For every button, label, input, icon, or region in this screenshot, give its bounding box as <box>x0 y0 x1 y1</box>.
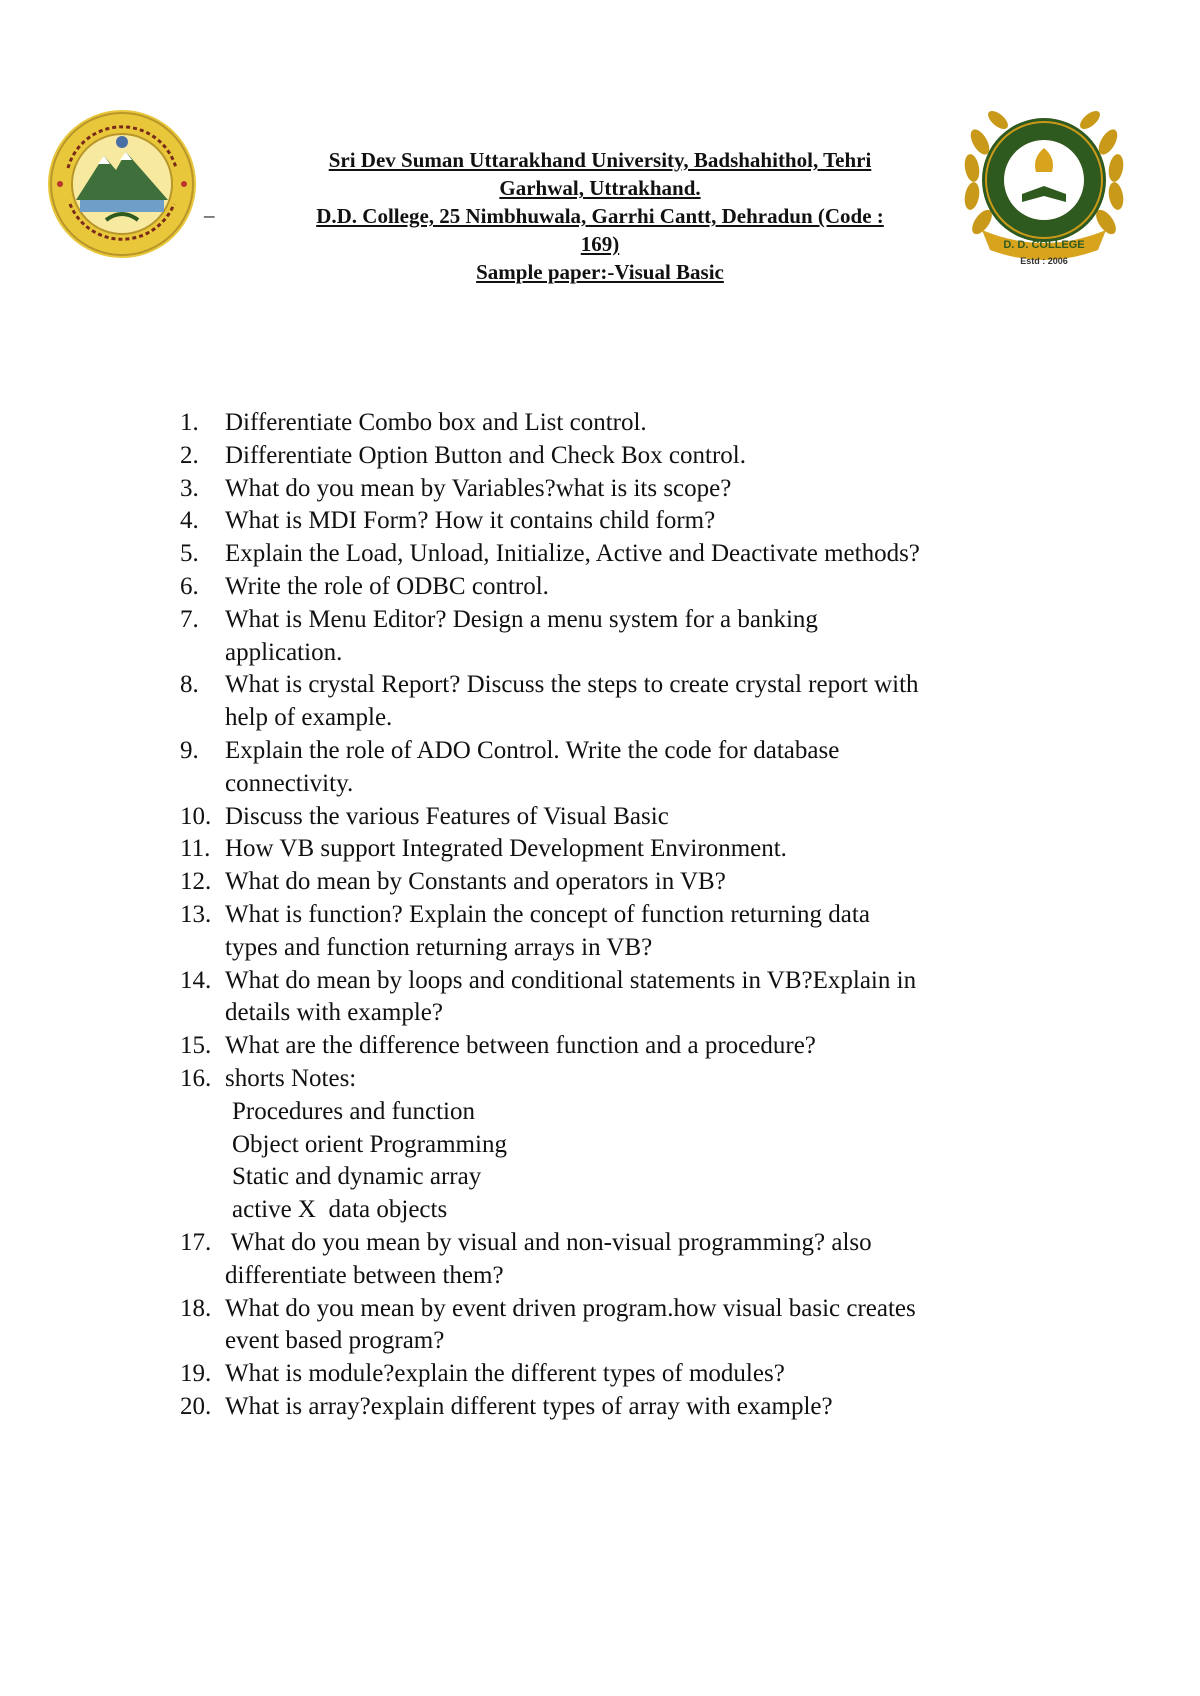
document-header <box>255 146 945 286</box>
question-number: 15. <box>180 1032 212 1060</box>
paper-title: Sample paper:-Visual Basic <box>476 260 724 284</box>
question-item <box>180 965 1060 1031</box>
question-item <box>180 473 1060 506</box>
question-list <box>180 407 1060 1424</box>
question-number: 7. <box>180 605 199 633</box>
question-number: 9. <box>180 736 199 764</box>
question-number: 17. <box>180 1228 212 1256</box>
question-text: What is module?explain the different types of modules? <box>225 1360 785 1388</box>
question-item <box>180 1391 1060 1424</box>
question-item <box>180 735 1060 801</box>
question-item <box>180 571 1060 604</box>
question-text: What is function? Explain the concept of function returning data <box>225 900 870 928</box>
question-text: Explain the role of ADO Control. Write the code for database <box>225 736 840 764</box>
question-number: 12. <box>180 868 212 896</box>
question-text: What do you mean by Variables?what is its scope? <box>225 474 732 502</box>
question-number: 3. <box>180 474 199 502</box>
question-text: What do you mean by event driven program.how visual basic creates <box>225 1294 916 1322</box>
short-note-topic: active X data objects <box>232 1196 448 1224</box>
question-item <box>180 899 1060 965</box>
question-item <box>180 669 1060 735</box>
question-text: details with example? <box>225 999 443 1027</box>
question-number: 10. <box>180 802 212 830</box>
question-text: shorts Notes: <box>225 1064 357 1092</box>
question-number: 5. <box>180 540 199 568</box>
question-number: 11. <box>180 835 211 863</box>
short-note-topic: Static and dynamic array <box>232 1163 482 1191</box>
question-number: 16. <box>180 1064 212 1092</box>
question-item <box>180 1063 1060 1227</box>
question-number: 14. <box>180 966 212 994</box>
question-item <box>180 440 1060 473</box>
crest-estd-text: Estd : 2006 <box>1020 256 1068 266</box>
question-text: What is Menu Editor? Design a menu system for a banking <box>225 605 818 633</box>
question-text: How VB support Integrated Development Environment. <box>225 835 787 863</box>
question-number: 6. <box>180 572 199 600</box>
question-item <box>180 801 1060 834</box>
question-text: What do mean by Constants and operators in VB? <box>225 868 726 896</box>
question-text: What is array?explain different types of array with example? <box>225 1392 833 1420</box>
question-text: Explain the Load, Unload, Initialize, Active and Deactivate methods? <box>225 540 920 568</box>
question-item <box>180 833 1060 866</box>
question-number: 4. <box>180 507 199 535</box>
question-text: differentiate between them? <box>225 1261 504 1289</box>
question-item <box>180 604 1060 670</box>
question-number: 1. <box>180 409 199 436</box>
short-note-topic: Object orient Programming <box>232 1130 507 1158</box>
question-text: What do you mean by visual and non-visual programming? also <box>225 1228 872 1256</box>
short-note-topic: Procedures and function <box>232 1097 475 1125</box>
question-text: What is crystal Report? Discuss the steps to create crystal report with <box>225 671 919 699</box>
question-number: 8. <box>180 671 199 699</box>
college-address-line: D.D. College, 25 Nimbhuwala, Garrhi Cantt, Dehradun (Code : <box>316 204 884 228</box>
question-number: 2. <box>180 441 199 469</box>
question-item <box>180 1358 1060 1391</box>
question-item <box>180 407 1060 440</box>
question-text: Differentiate Combo box and List control. <box>225 409 647 436</box>
question-text: connectivity. <box>225 769 354 797</box>
question-text: Discuss the various Features of Visual Basic <box>225 802 669 830</box>
question-item <box>180 1227 1060 1293</box>
question-item <box>180 1293 1060 1359</box>
question-item <box>180 538 1060 571</box>
question-text: What is MDI Form? How it contains child form? <box>225 507 716 535</box>
question-number: 18. <box>180 1294 212 1322</box>
question-text: types and function returning arrays in VB? <box>225 933 653 961</box>
question-text: What are the difference between function and a procedure? <box>225 1032 816 1060</box>
question-item <box>180 1030 1060 1063</box>
question-number: 19. <box>180 1360 212 1388</box>
question-item <box>180 866 1060 899</box>
question-number: 20. <box>180 1392 212 1420</box>
question-number: 13. <box>180 900 212 928</box>
question-text: Write the role of ODBC control. <box>225 572 549 600</box>
question-text: application. <box>225 638 343 666</box>
question-text: event based program? <box>225 1327 445 1355</box>
university-location-line: Garhwal, Uttrakhand. <box>499 176 701 200</box>
question-item <box>180 505 1060 538</box>
question-text: Differentiate Option Button and Check Box control. <box>225 441 746 469</box>
university-name-line: Sri Dev Suman Uttarakhand University, Badshahithol, Tehri <box>328 148 872 172</box>
header-dash: _ <box>204 196 215 220</box>
university-seal-logo <box>46 108 198 260</box>
college-code-line: 169) <box>580 232 620 256</box>
dd-college-crest-logo <box>962 102 1126 270</box>
question-text: What do mean by loops and conditional statements in VB?Explain in <box>225 966 917 994</box>
question-text: help of example. <box>225 704 393 732</box>
crest-banner-text: D. D. COLLEGE <box>1003 239 1085 251</box>
